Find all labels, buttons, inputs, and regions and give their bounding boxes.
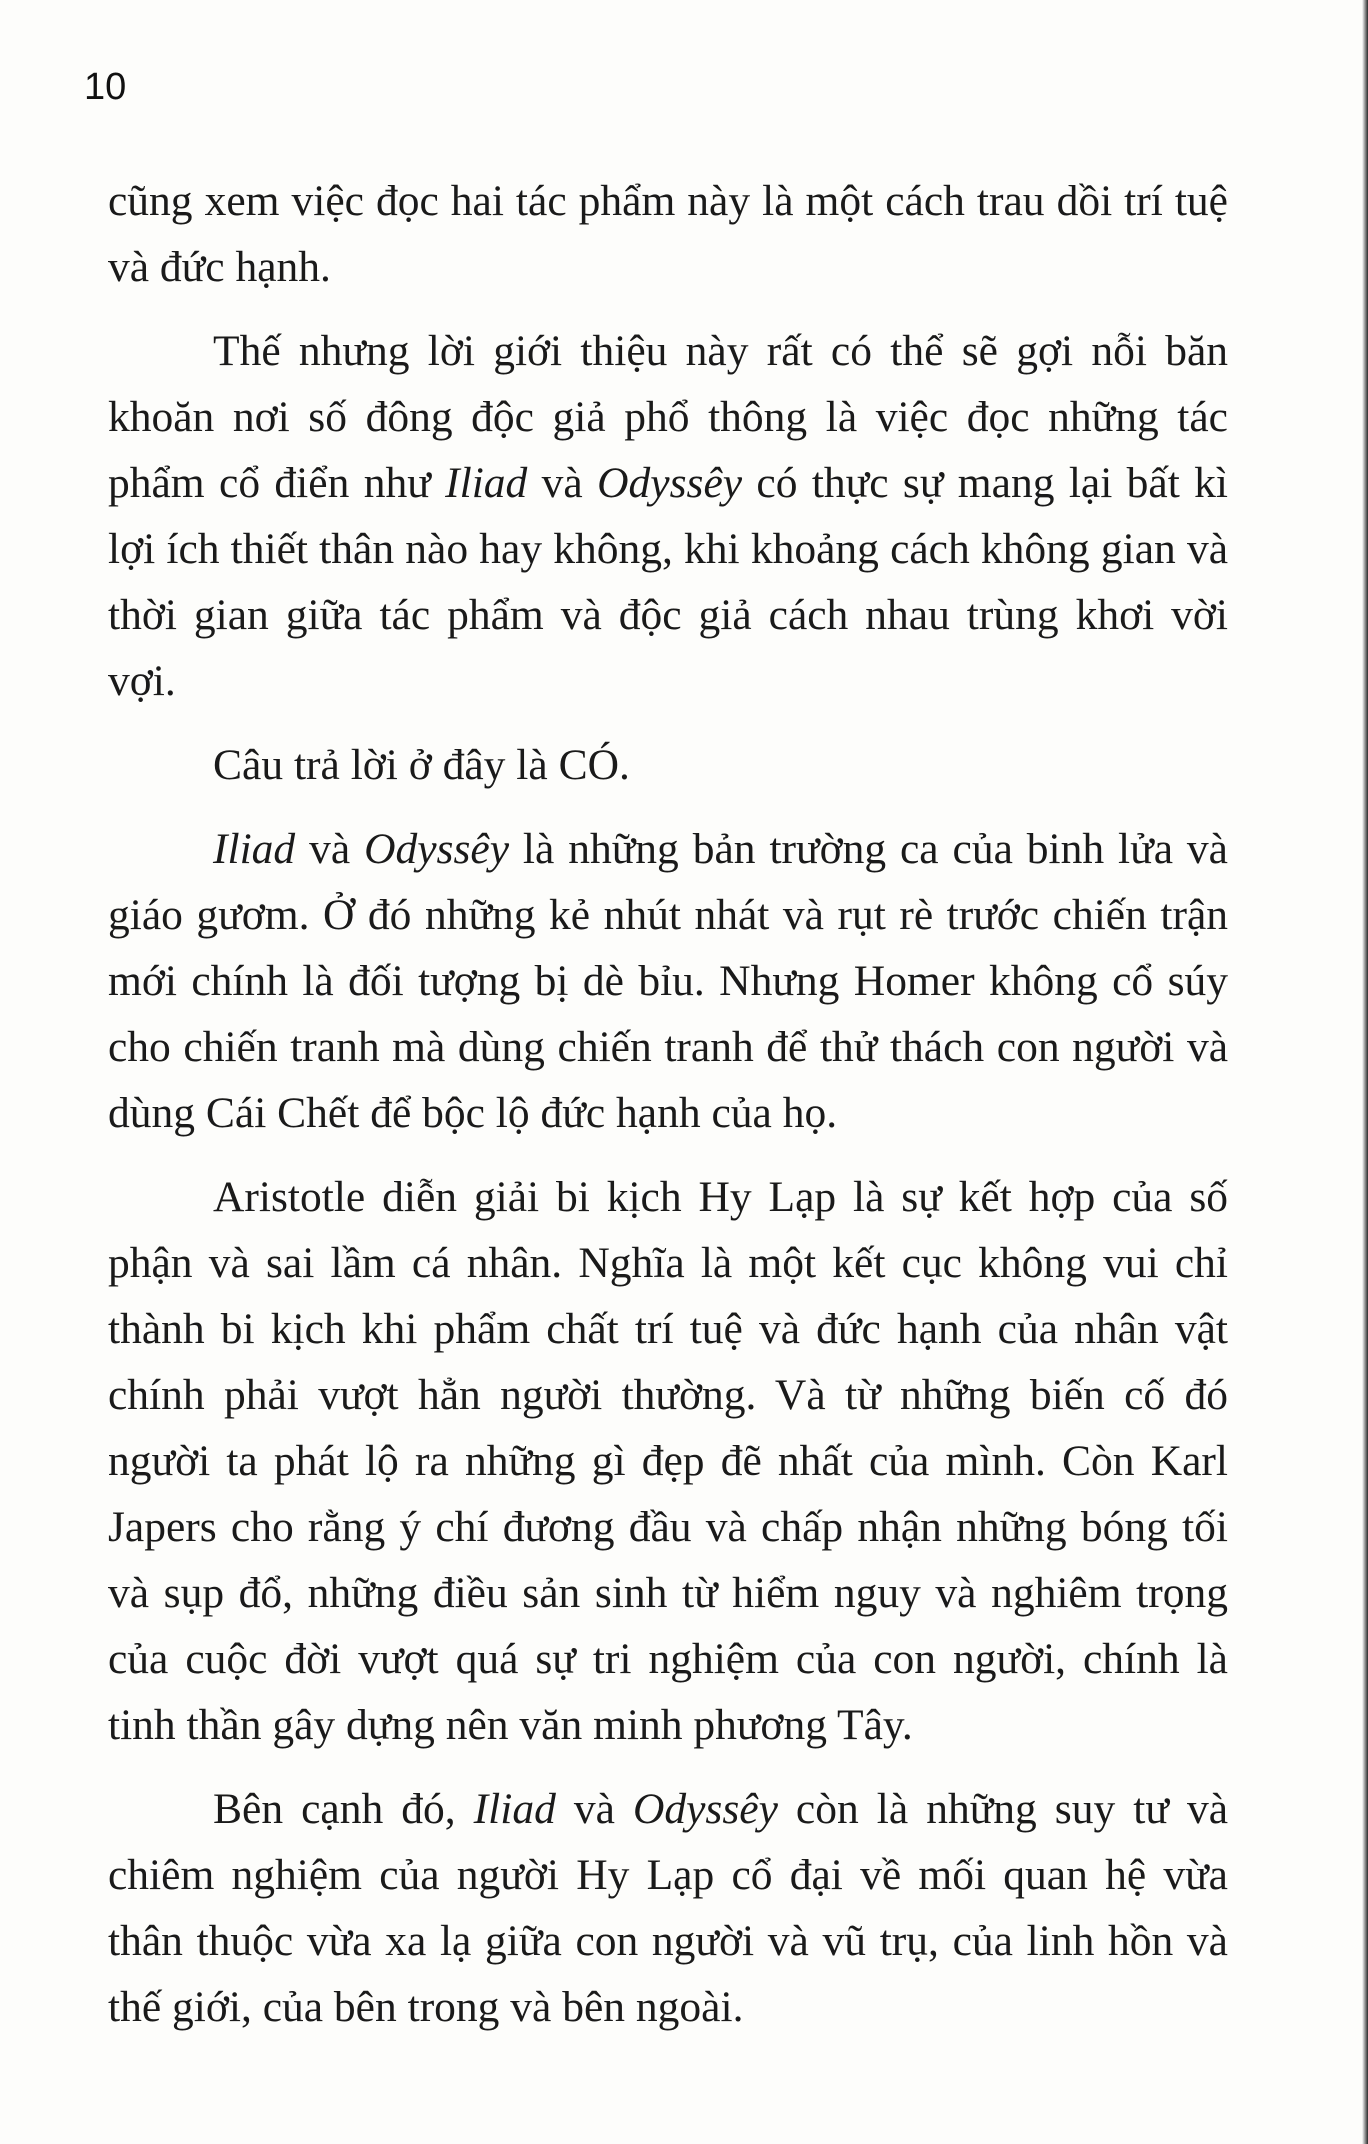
text-segment: Câu trả lời ở đây là CÓ. bbox=[213, 741, 630, 789]
text-segment: và bbox=[295, 825, 365, 873]
text-segment: và bbox=[555, 1785, 633, 1833]
body-text bbox=[108, 168, 1228, 2058]
text-segment: cũng xem việc đọc hai tác phẩm này là một cách trau dồi trí tuệ và đức hạnh. bbox=[108, 177, 1228, 291]
text-segment: có thực sự mang lại bất kì lợi ích thiết thân nào hay không, khi khoảng cách không gian và thời gian giữa tác phẩm và độc giả cách nhau trùng khơi vời vợi. bbox=[108, 459, 1229, 705]
paragraph-6 bbox=[108, 1776, 1228, 2040]
paragraph-1 bbox=[108, 168, 1228, 300]
book-title-odyssey: Odyssêy bbox=[632, 1785, 778, 1833]
paragraph-3 bbox=[108, 732, 1228, 798]
book-title-odyssey: Odyssêy bbox=[597, 459, 743, 507]
text-segment: và bbox=[527, 459, 598, 507]
text-segment: là những bản trường ca của binh lửa và giáo gươm. Ở đó những kẻ nhút nhát và rụt rè trước chiến trận mới chính là đối tượng bị dè bỉu. Nhưng Homer không cổ súy cho chiến tranh mà dùng chiến tranh để thử thách con người và dùng Cái Chết để bộc lộ đức hạnh của họ. bbox=[108, 825, 1228, 1137]
text-segment: Aristotle diễn giải bi kịch Hy Lạp là sự kết hợp của số phận và sai lầm cá nhân. Nghĩa là một kết cục không vui chỉ thành bi kịch khi phẩm chất trí tuệ và đức hạnh của nhân vật chính phải vượt hẳn người thường. Và từ những biến cố đó người ta phát lộ ra những gì đẹp đẽ nhất của mình. Còn Karl Japers cho rằng ý chí đương đầu và chấp nhận những bóng tối và sụp đổ, những điều sản sinh từ hiểm nguy và nghiêm trọng của cuộc đời vượt quá sự tri nghiệm của con người, chính là tinh thần gây dựng nên văn minh phương Tây. bbox=[108, 1173, 1228, 1749]
book-title-iliad: Iliad bbox=[445, 459, 528, 507]
book-title-iliad: Iliad bbox=[213, 825, 296, 873]
book-title-odyssey: Odyssêy bbox=[364, 825, 510, 873]
paragraph-5 bbox=[108, 1164, 1228, 1758]
text-segment: Bên cạnh đó, bbox=[213, 1785, 474, 1833]
paragraph-2 bbox=[108, 318, 1228, 714]
text-segment: còn là những suy tư và chiêm nghiệm của người Hy Lạp cổ đại về mối quan hệ vừa thân thuộc vừa xa lạ giữa con người và vũ trụ, của linh hồn và thế giới, của bên trong và bên ngoài. bbox=[108, 1785, 1229, 2031]
paragraph-4 bbox=[108, 816, 1228, 1146]
page-number: 10 bbox=[84, 66, 127, 108]
text-segment: Thế nhưng lời giới thiệu này rất có thể sẽ gợi nỗi băn khoăn nơi số đông độc giả phổ thông là việc đọc những tác phẩm cổ điển như bbox=[108, 327, 1228, 507]
page-edge-shadow bbox=[1362, 0, 1368, 2144]
book-title-iliad: Iliad bbox=[473, 1785, 556, 1833]
